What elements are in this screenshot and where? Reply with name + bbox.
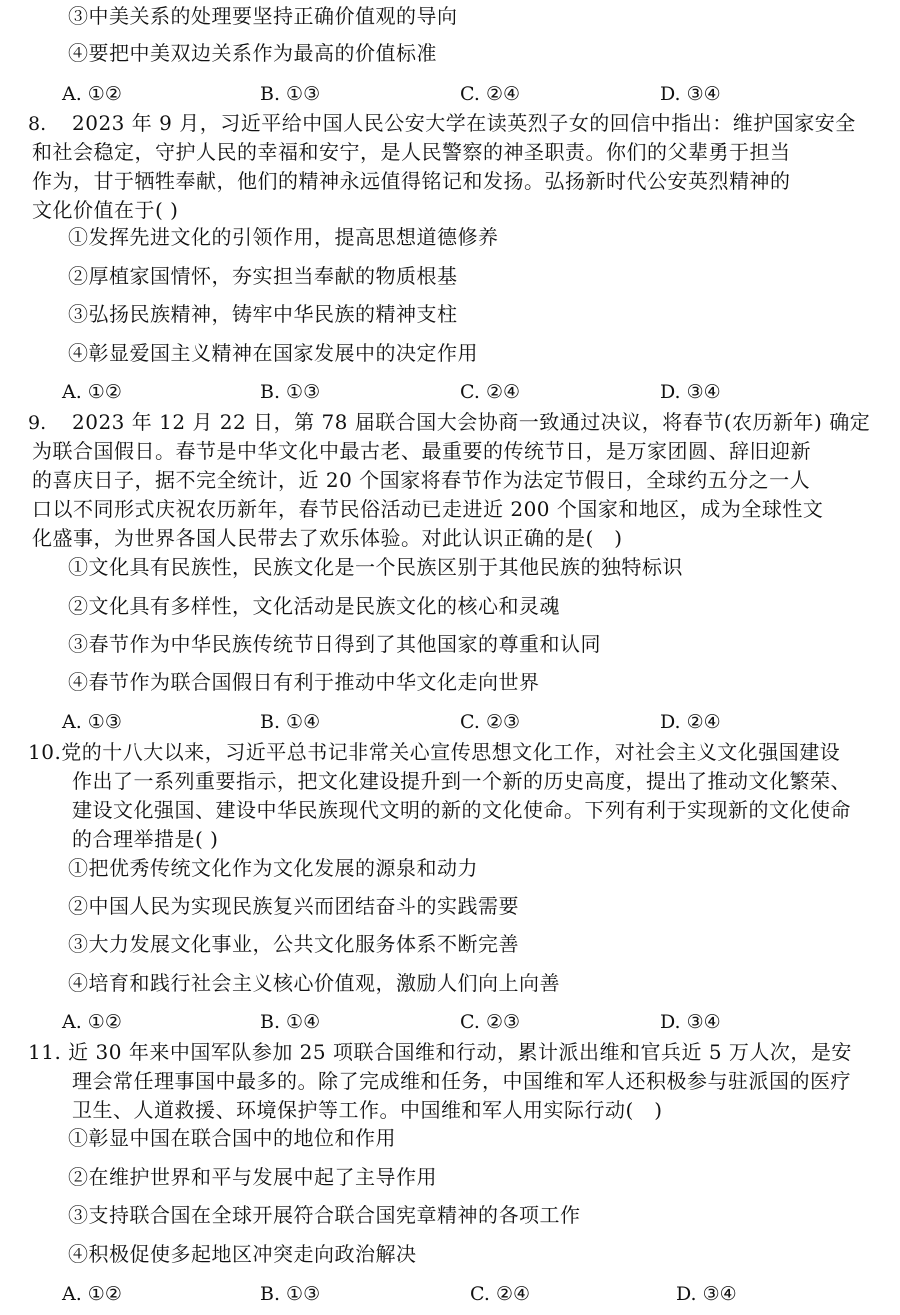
q9-option-c: C. ②③ bbox=[460, 711, 521, 733]
q9-stem-line-2: 为联合国假日。春节是中华文化中最古老、最重要的传统节日，是万家团圆、辞旧迎新 bbox=[32, 439, 811, 463]
q8-item-2: ②厚植家国情怀，夯实担当奉献的物质根基 bbox=[68, 264, 458, 288]
prev-item-4: ④要把中美双边关系作为最高的价值标准 bbox=[68, 41, 437, 65]
q10-stem-line-4: 的合理举措是( ) bbox=[72, 827, 219, 851]
q10-stem-line-3: 建设文化强国、建设中华民族现代文明的新的文化使命。下列有利于实现新的文化使命 bbox=[72, 798, 851, 822]
q9-stem-line-4: 口以不同形式庆祝农历新年，春节民俗活动已走进近 200 个国家和地区，成为全球性文 bbox=[32, 497, 824, 521]
q9-stem-line-1: 2023 年 12 月 22 日，第 78 届联合国大会协商一致通过决议，将春节(农历新年) 确定 bbox=[72, 410, 871, 434]
q8-item-4: ④彰显爱国主义精神在国家发展中的决定作用 bbox=[68, 341, 478, 365]
q11-option-a: A. ①② bbox=[62, 1283, 122, 1305]
q11-option-b: B. ①③ bbox=[260, 1283, 321, 1305]
q11-option-d: D. ③④ bbox=[676, 1283, 737, 1305]
q11-stem-line-2: 理会常任理事国中最多的。除了完成维和任务，中国维和军人还积极参与驻派国的医疗 bbox=[72, 1069, 851, 1093]
prev-item-3: ③中美关系的处理要坚持正确价值观的导向 bbox=[68, 4, 458, 28]
q10-stem-line-2: 作出了一系列重要指示，把文化建设提升到一个新的历史高度，提出了推动文化繁荣、 bbox=[72, 769, 851, 793]
q10-option-c: C. ②③ bbox=[460, 1011, 521, 1033]
q8-option-b: B. ①③ bbox=[260, 381, 321, 403]
q8-item-1: ①发挥先进文化的引领作用，提高思想道德修养 bbox=[68, 225, 499, 249]
q9-option-b: B. ①④ bbox=[260, 711, 321, 733]
q8-stem-line-4: 文化价值在于( ) bbox=[32, 198, 179, 222]
q8-option-d: D. ③④ bbox=[660, 381, 721, 403]
q10-option-a: A. ①② bbox=[62, 1011, 122, 1033]
q10-item-4: ④培育和践行社会主义核心价值观，激励人们向上向善 bbox=[68, 971, 560, 995]
q11-item-3: ③支持联合国在全球开展符合联合国宪章精神的各项工作 bbox=[68, 1203, 581, 1227]
q8-stem-line-3: 作为，甘于牺牲奉献，他们的精神永远值得铭记和发扬。弘扬新时代公安英烈精神的 bbox=[32, 169, 791, 193]
q8-stem-line-1: 2023 年 9 月，习近平给中国人民公安大学在读英烈子女的回信中指出：维护国家安全 bbox=[72, 111, 856, 135]
q10-item-3: ③大力发展文化事业，公共文化服务体系不断完善 bbox=[68, 932, 519, 956]
q8-item-3: ③弘扬民族精神，铸牢中华民族的精神支柱 bbox=[68, 302, 458, 326]
q8-stem-line-2: 和社会稳定，守护人民的幸福和安宁，是人民警察的神圣职责。你们的父辈勇于担当 bbox=[32, 140, 791, 164]
q9-item-3: ③春节作为中华民族传统节日得到了其他国家的尊重和认同 bbox=[68, 632, 601, 656]
q11-stem-line-3: 卫生、人道救援、环境保护等工作。中国维和军人用实际行动( ) bbox=[72, 1098, 663, 1122]
prev-option-a: A. ①② bbox=[62, 83, 122, 105]
q11-stem-line-1: 11. 近 30 年来中国军队参加 25 项联合国维和行动，累计派出维和官兵近 5 万人次，是安 bbox=[28, 1040, 852, 1064]
q10-item-1: ①把优秀传统文化作为文化发展的源泉和动力 bbox=[68, 856, 478, 880]
q9-item-1: ①文化具有民族性，民族文化是一个民族区别于其他民族的独特标识 bbox=[68, 555, 683, 579]
q11-item-1: ①彰显中国在联合国中的地位和作用 bbox=[68, 1126, 396, 1150]
q9-option-d: D. ②④ bbox=[660, 711, 721, 733]
q9-item-2: ②文化具有多样性，文化活动是民族文化的核心和灵魂 bbox=[68, 594, 560, 618]
prev-option-c: C. ②④ bbox=[460, 83, 521, 105]
q8-option-c: C. ②④ bbox=[460, 381, 521, 403]
prev-option-b: B. ①③ bbox=[260, 83, 321, 105]
q11-option-c: C. ②④ bbox=[470, 1283, 531, 1305]
prev-option-d: D. ③④ bbox=[660, 83, 721, 105]
q10-stem-line-1: 10.党的十八大以来，习近平总书记非常关心宣传思想文化工作，对社会主义文化强国建设 bbox=[28, 740, 841, 764]
q10-option-b: B. ①④ bbox=[260, 1011, 321, 1033]
q9-stem-line-3: 的喜庆日子，据不完全统计，近 20 个国家将春节作为法定节假日，全球约五分之一人 bbox=[32, 468, 811, 492]
q8-option-a: A. ①② bbox=[62, 381, 122, 403]
q11-item-4: ④积极促使多起地区冲突走向政治解决 bbox=[68, 1242, 417, 1266]
q9-number: 9. bbox=[28, 412, 47, 434]
q11-item-2: ②在维护世界和平与发展中起了主导作用 bbox=[68, 1165, 437, 1189]
q10-item-2: ②中国人民为实现民族复兴而团结奋斗的实践需要 bbox=[68, 894, 519, 918]
q9-stem-line-5: 化盛事，为世界各国人民带去了欢乐体验。对此认识正确的是( ) bbox=[32, 526, 623, 550]
q8-number: 8. bbox=[28, 113, 47, 135]
q9-option-a: A. ①③ bbox=[62, 711, 122, 733]
q9-item-4: ④春节作为联合国假日有利于推动中华文化走向世界 bbox=[68, 670, 540, 694]
q10-option-d: D. ③④ bbox=[660, 1011, 721, 1033]
